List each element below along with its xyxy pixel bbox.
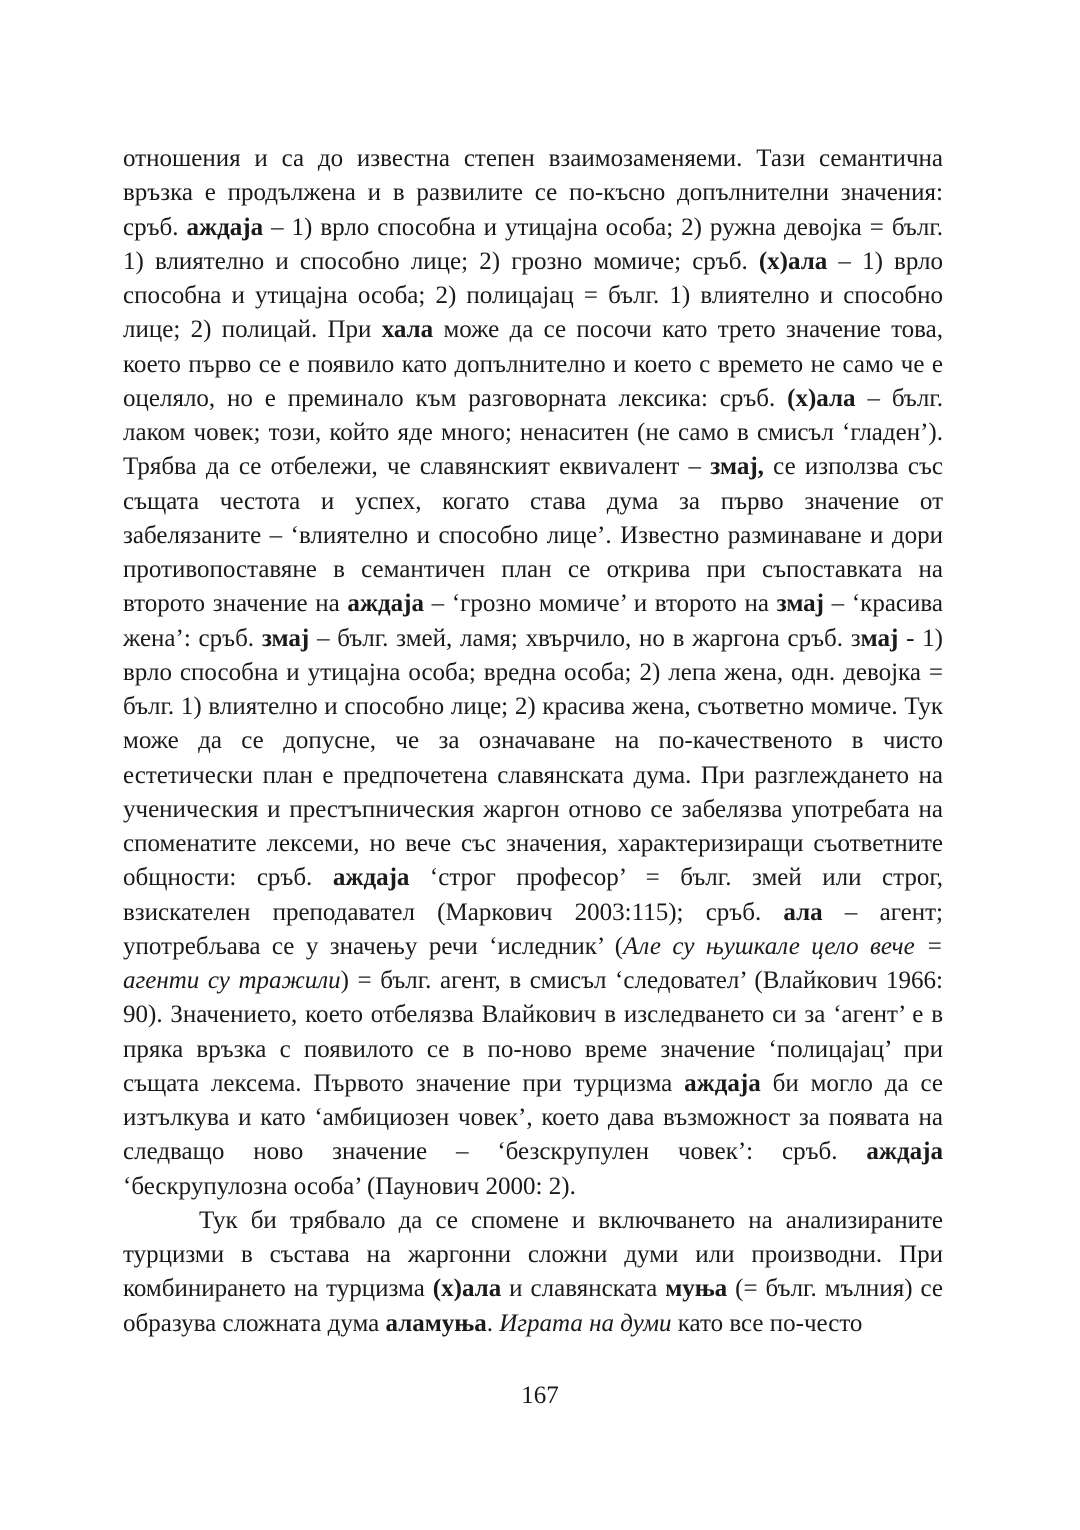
text-run: – бълг. змей, ламя; хвърчило, но в жаргона сръб. з xyxy=(309,624,861,652)
term-bold: муња xyxy=(665,1275,728,1303)
text-run: ) = бълг. агент, в смисъл ‘следовател’ (Влайкович 1966: 90). Значението, което отбелязва Влайкович в изследването си за ‘агент’ е в пряка връзка с появилото се в по-ново време значение ‘полицајац’ при същата лексема. Първото значение при турцизма xyxy=(123,967,943,1097)
term-bold: (х)ала xyxy=(787,384,856,412)
text-run: (= бълг. мълния) се образува сложната дума xyxy=(123,1275,943,1337)
example-italic: Играта на думи xyxy=(499,1309,672,1337)
term-bold: аждаја xyxy=(684,1069,761,1097)
term-bold: хала xyxy=(381,316,434,344)
text-run: отношения и са до известна степен взаимозаменяеми. Тази семантична връзка е продължена и в развилите се по-късно допълнителни значения: сръб. xyxy=(123,145,943,241)
term-bold: змај, xyxy=(710,453,764,481)
term-bold: змај xyxy=(776,590,825,618)
text-run: – агент; употребљава се у значењу речи ‘иследник’ ( xyxy=(123,898,943,960)
text-run: се използва със същата честота и успех, когато става дума за първо значение от забелязаните – ‘влиятелно и способно лице’. Известно разминаване и дори противопоставяне в семантичен план се открива при съпоставката на второто значение на xyxy=(123,453,943,618)
term-bold: аждаја xyxy=(186,213,264,241)
term-bold: аждаја xyxy=(332,864,410,892)
body-paragraph-2 xyxy=(123,1204,943,1341)
term-bold: змај xyxy=(261,624,310,652)
text-run: . xyxy=(486,1309,500,1337)
page-number: 167 xyxy=(521,1382,559,1409)
term-bold: мај xyxy=(860,624,899,652)
text-run: – ‘красива жена’: сръб. xyxy=(123,590,943,652)
text-run: – бълг. лаком човек; този, който яде много; ненаситен (не само в смисъл ‘гладен’). Трябва да се отбележи, че славянският еквиvалент – xyxy=(123,384,943,481)
text-run: Тук би трябвало да се спомене и включването на анализираните турцизми в състава на жаргонни сложни думи или производни. При комбинирането на турцизма xyxy=(123,1206,943,1303)
term-bold: ала xyxy=(783,898,823,926)
term-bold: аламуња xyxy=(385,1309,487,1337)
text-run: ‘бескрупулозна особа’ (Паунович 2000: 2). xyxy=(123,1172,576,1200)
text-run: - 1) врло способна и утицајна особа; вредна особа; 2) лепа жена, одн. девојка = бълг. 1) влиятелно и способно лице; 2) красива жена, съответно момиче. Тук може да се допусне, че за означаване на по-качественото в чисто естетически план е предпочетена славянската дума. При разглеждането на ученическия и престъпническия жаргон отново се забелязва употребата на споменатите лексеми, но вече със значения, характеризиращи съответните общности: сръб. xyxy=(123,624,944,892)
term-bold: аждаја xyxy=(866,1138,943,1166)
text-run: като все по-често xyxy=(671,1309,863,1337)
text-run: би могло да се изтълкува и като ‘амбициозен човек’, което дава възможност за появата на следващо ново значение – ‘безскрупулен човек’: сръб. xyxy=(123,1069,943,1166)
text-run: ‘строг професор’ = бълг. змей или строг, взискателен преподавател (Маркович 2003:115); сръб. xyxy=(123,864,943,926)
example-italic: Але су њушкале цело вече = агенти су тражили xyxy=(123,932,943,994)
document-page xyxy=(123,142,943,1341)
text-run: – 1) врло способна и утицајна особа; 2) ружна девојка = бълг. 1) влиятелно и способно лице; 2) грозно момиче; сръб. xyxy=(123,213,943,275)
text-run: и славянската xyxy=(501,1275,666,1303)
term-bold: аждаја xyxy=(347,590,425,618)
text-run: може да се посочи като трето значение това, което първо се е появило като допълнително и което с времето не само че е оцеляло, но е преминало към разговорната лексика: сръб. xyxy=(123,316,943,412)
text-run: – 1) врло способна и утицајна особа; 2) полицајац = бълг. 1) влиятелно и способно лице; 2) полицай. При xyxy=(123,247,944,344)
body-paragraph-1 xyxy=(123,142,943,1204)
term-bold: (х)ала xyxy=(432,1275,502,1303)
term-bold: (х)ала xyxy=(758,247,828,275)
text-run: – ‘грозно момиче’ и второто на xyxy=(424,590,777,618)
